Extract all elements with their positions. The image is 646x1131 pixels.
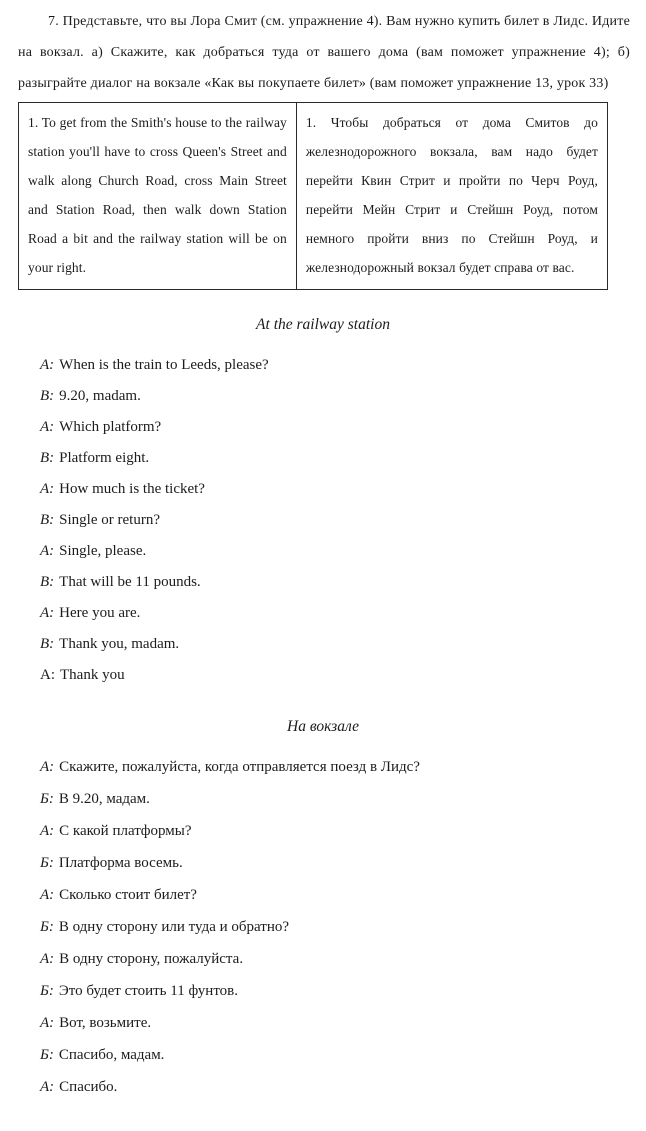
- dialogue-line: [40, 536, 626, 567]
- speaker-label: А:: [40, 887, 55, 903]
- dialogue-text: Спасибо.: [59, 1079, 118, 1095]
- speaker-label: А:: [40, 823, 55, 839]
- english-dialogue: [40, 350, 626, 691]
- dialogue-text: Спасибо, мадам.: [58, 1047, 165, 1063]
- dialogue-line: [40, 911, 626, 943]
- dialogue-text: Платформа восемь.: [58, 855, 183, 871]
- speaker-label: Б:: [40, 1047, 54, 1063]
- dialogue-line: [40, 1007, 626, 1039]
- dialogue-text: 9.20, madam.: [59, 388, 141, 404]
- speaker-label: B:: [40, 636, 55, 652]
- dialogue-text: Вот, возьмите.: [59, 1015, 152, 1031]
- dialogue-text: That will be 11 pounds.: [59, 574, 201, 590]
- dialogue-text: Platform eight.: [59, 450, 150, 466]
- speaker-label: Б:: [40, 983, 54, 999]
- dialogue-text: Сколько стоит билет?: [59, 887, 197, 903]
- dialogue-text: When is the train to Leeds, please?: [59, 357, 269, 373]
- dialogue-line: [40, 879, 626, 911]
- table-row: [19, 103, 608, 290]
- speaker-label: А:: [40, 759, 55, 775]
- dialogue-text: Here you are.: [59, 605, 141, 621]
- dialogue-line: [40, 412, 626, 443]
- dialogue-text: Single or return?: [59, 512, 160, 528]
- dialogue-text: Thank you, madam.: [59, 636, 180, 652]
- speaker-label: А:: [40, 1079, 55, 1095]
- dialogue-line: [40, 381, 626, 412]
- dialogue-text: Скажите, пожалуйста, когда отправляется поезд в Лидс?: [59, 759, 420, 775]
- dialogue-text: В 9.20, мадам.: [58, 791, 150, 807]
- speaker-label: Б:: [40, 791, 54, 807]
- dialogue-line: [40, 505, 626, 536]
- dialogue-text: В одну сторону или туда и обратно?: [58, 919, 290, 935]
- english-dialogue-heading: At the railway station: [256, 316, 390, 333]
- dialogue-text: Это будет стоить 11 фунтов.: [58, 983, 239, 999]
- dialogue-text: С какой платформы?: [59, 823, 192, 839]
- speaker-label: B:: [40, 574, 55, 590]
- dialogue-text: How much is the ticket?: [59, 481, 205, 497]
- dialogue-line: [40, 567, 626, 598]
- dialogue-line: [40, 350, 626, 381]
- dialogue-text: Which platform?: [59, 419, 162, 435]
- speaker-label: A:: [40, 357, 55, 373]
- speaker-label: B:: [40, 388, 55, 404]
- speaker-label: Б:: [40, 919, 54, 935]
- dialogue-line: [40, 598, 626, 629]
- speaker-label: A:: [40, 605, 55, 621]
- speaker-label: A:: [40, 419, 55, 435]
- exercise-intro-paragraph: 7. Представьте, что вы Лора Смит (см. упражнение 4). Вам нужно купить билет в Лидс. Идите на вокзал. а) Скажите, как добраться туда от вашего дома (вам поможет упражнение 4); б) разыграйте диалог на вокзале «Как вы покупаете билет» (вам поможет упражнение 13, урок 33): [18, 14, 630, 91]
- russian-dialogue-heading: На вокзале: [287, 718, 359, 735]
- dialogue-line: [40, 943, 626, 975]
- speaker-label: A:: [40, 481, 55, 497]
- speaker-label: A:: [40, 667, 55, 683]
- dialogue-line: [40, 975, 626, 1007]
- dialogue-text: Thank you: [60, 667, 125, 683]
- dialogue-line: [40, 443, 626, 474]
- speaker-label: А:: [40, 951, 55, 967]
- dialogue-line: [40, 1071, 626, 1103]
- dialogue-line: [40, 815, 626, 847]
- speaker-label: Б:: [40, 855, 54, 871]
- dialogue-line: [40, 783, 626, 815]
- dialogue-line: [40, 751, 626, 783]
- speaker-label: А:: [40, 1015, 55, 1031]
- table-cell-english: 1. To get from the Smith's house to the railway station you'll have to cross Queen's Street and walk along Church Road, cross Main Street and Station Road, then walk down Station Road a bit and the railway station will be on your right.: [19, 103, 297, 290]
- translation-table: [18, 102, 608, 290]
- dialogue-text: В одну сторону, пожалуйста.: [59, 951, 244, 967]
- russian-dialogue: [40, 751, 626, 1103]
- table-cell-russian: 1. Чтобы добраться от дома Смитов до железнодорожного вокзала, вам надо будет перейти Квин Стрит и пройти по Черч Роуд, перейти Мейн Стрит и Стейшн Роуд, потом немного пройти вниз по Стейшн Роуд, и железнодорожный вокзал будет справа от вас.: [296, 103, 607, 290]
- dialogue-line: [40, 1039, 626, 1071]
- speaker-label: B:: [40, 450, 55, 466]
- dialogue-line: [40, 847, 626, 879]
- dialogue-line: [40, 474, 626, 505]
- dialogue-text: Single, please.: [59, 543, 147, 559]
- dialogue-line: [40, 629, 626, 660]
- speaker-label: A:: [40, 543, 55, 559]
- dialogue-line: [40, 660, 626, 691]
- speaker-label: B:: [40, 512, 55, 528]
